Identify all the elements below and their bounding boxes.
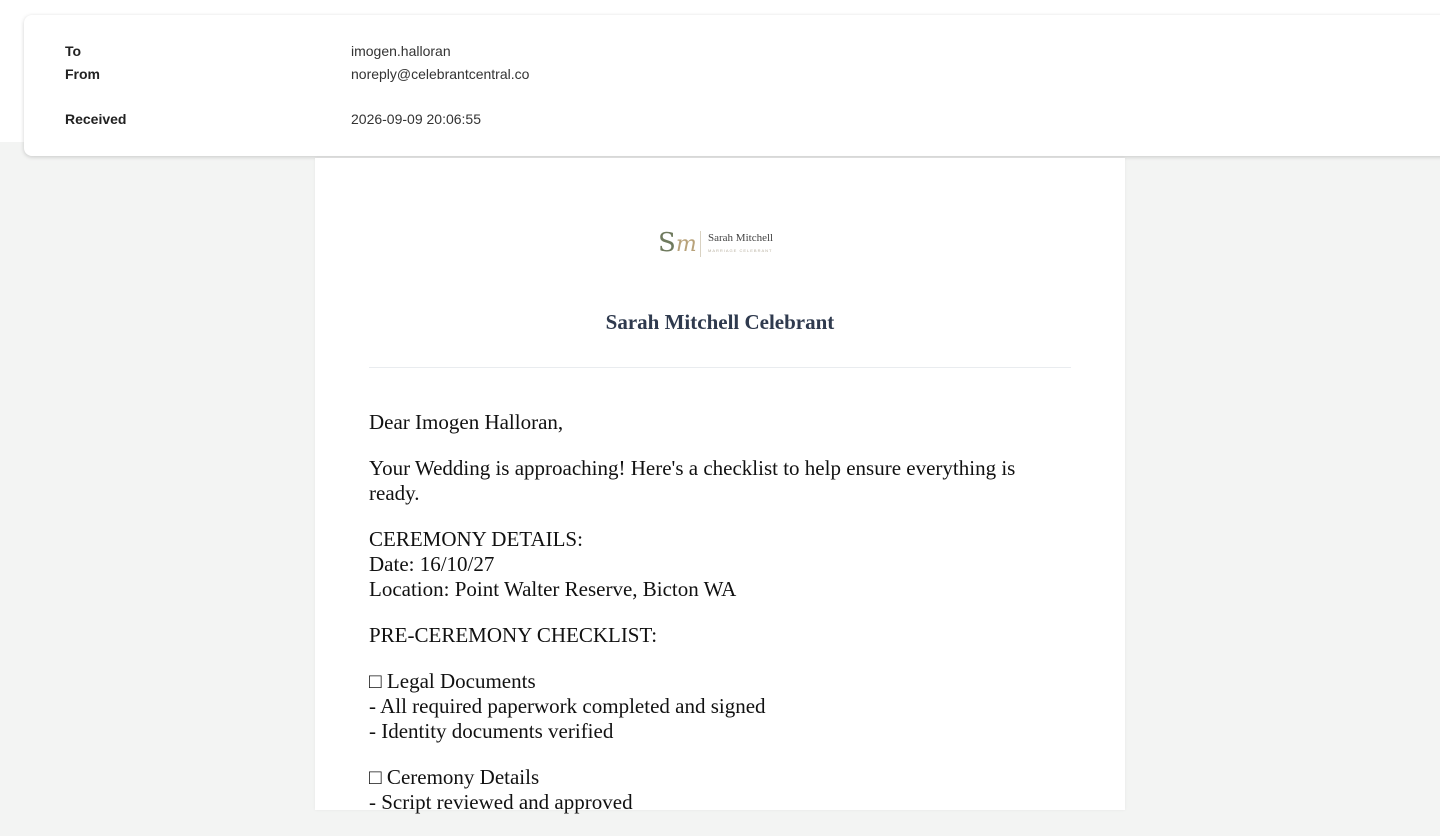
logo-divider bbox=[700, 231, 701, 257]
email-message bbox=[369, 410, 1059, 836]
email-header-card bbox=[24, 15, 1440, 156]
legal-item: - Identity documents verified bbox=[369, 719, 614, 743]
to-value[interactable]: imogen.halloran bbox=[351, 43, 451, 59]
celebrant-logo bbox=[658, 228, 788, 260]
received-value: 2026-09-09 20:06:55 bbox=[351, 111, 481, 127]
email-body-panel bbox=[315, 158, 1125, 814]
ceremony-checklist-block bbox=[369, 765, 1059, 815]
ceremony-location: Location: Point Walter Reserve, Bicton WA bbox=[369, 577, 737, 601]
intro-paragraph: Your Wedding is approaching! Here's a checklist to help ensure everything is ready. bbox=[369, 456, 1016, 505]
from-value[interactable]: noreply@celebrantcentral.co bbox=[351, 66, 530, 82]
legal-heading: □ Legal Documents bbox=[369, 669, 536, 693]
checklist-heading: PRE-CEREMONY CHECKLIST: bbox=[369, 623, 658, 647]
legal-documents-block bbox=[369, 669, 1059, 744]
title-divider bbox=[369, 367, 1071, 368]
from-label: From bbox=[65, 66, 100, 82]
to-label: To bbox=[65, 43, 82, 59]
logo-tagline: MARRIAGE CELEBRANT bbox=[708, 248, 773, 253]
ceremony-date: Date: 16/10/27 bbox=[369, 552, 495, 576]
greeting: Dear Imogen Halloran, bbox=[369, 410, 564, 434]
logo-monogram: Sm bbox=[658, 228, 697, 258]
ceremony-item: - Script reviewed and approved bbox=[369, 790, 633, 814]
ceremony-heading: CEREMONY DETAILS: bbox=[369, 527, 583, 551]
logo-name: Sarah Mitchell bbox=[708, 232, 774, 244]
legal-item: - All required paperwork completed and signed bbox=[369, 694, 766, 718]
ceremony-details-heading: □ Ceremony Details bbox=[369, 765, 540, 789]
received-label: Received bbox=[65, 111, 127, 127]
ceremony-details-block bbox=[369, 527, 1059, 602]
brand-title: Sarah Mitchell Celebrant bbox=[605, 310, 835, 334]
